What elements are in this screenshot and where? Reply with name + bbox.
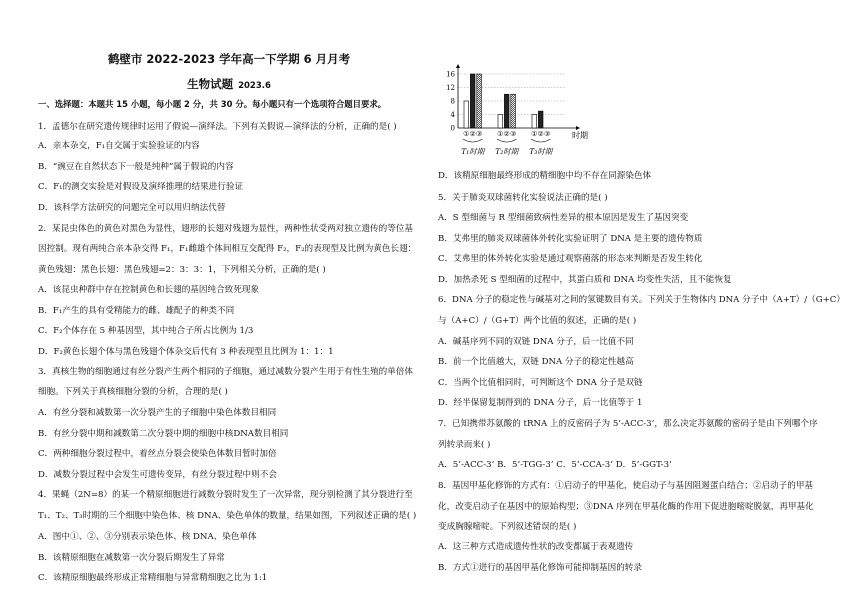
y-tick-label: 12: [446, 84, 455, 92]
left-text-line: C．两种细胞分裂过程中，着丝点分裂会使染色体数目暂时加倍: [38, 449, 277, 459]
exam-subtitle-row: [38, 76, 420, 92]
left-text-line: 一、选择题：本题共 15 小题，每小题 2 分，共 30 分。每小题只有一个选项符合题目要求。: [38, 99, 387, 109]
bar-marker-label: ①: [531, 130, 538, 138]
left-text-line: A．该昆虫种群中存在控制黄色和长翅的基因纯合致死现象: [38, 285, 260, 295]
right-text-line: D．经半保留复制得到的 DNA 分子，后一比值等于 1: [438, 398, 643, 408]
y-tick-label: 8: [450, 97, 455, 106]
bar-1: [532, 115, 537, 129]
bar-marker-label: ③: [543, 130, 551, 138]
right-text-line: 列转录而来( ): [438, 440, 491, 450]
left-text-line: 1．孟德尔在研究遗传规律时运用了假说—演绎法。下列有关假说—演绎法的分析，正确的是( ): [38, 122, 397, 132]
y-axis-arrow: [456, 64, 460, 68]
left-text-line: C．F₁的测交实验是对假设及演绎推理的结果进行验证: [38, 182, 244, 192]
right-text-line: 5．关于肺炎双球菌转化实验说法正确的是( ): [438, 193, 608, 203]
right-text-line: A．这三种方式造成遗传性状的改变都属于表观遗传: [438, 542, 634, 552]
right-text-line: 化，改变启动子在基因中的原始构型；③DNA 序列在甲基化酶的作用下促进胞嘧啶脱氨，再甲基化: [438, 502, 814, 512]
right-text-line: 8．基因甲基化修饰的方式有：①启动子的甲基化，使启动子与基因阻遏蛋白结合；②启动子的甲基: [438, 481, 814, 491]
right-text-line: A．碱基序列不同的双链 DNA 分子，后一比值不同: [438, 337, 634, 347]
exam-subtitle: 生物试题: [187, 77, 234, 91]
left-text-line: D．F₂黄色长翅个体与黑色残翅个体杂交后代有 3 种表现型且比例为 1：1：1: [38, 347, 334, 357]
period-label: T₁时期: [461, 147, 485, 156]
left-text-line: T₁、T₂、T₃时期的三个细胞中染色体、核 DNA、染色单体的数量，结果如图，下列叙述正确的是( ): [38, 511, 417, 521]
period-label: T₂时期: [495, 147, 519, 156]
right-text-line: A．S 型细菌与 R 型细菌致病性差异的根本原因是发生了基因突变: [438, 213, 689, 223]
left-text-line: 因控制。现有两纯合亲本杂交得 F₁，F₁雌雄个体间相互交配得 F₂，F₂的表现型及比例为黄色长翅：: [38, 244, 417, 254]
right-text-line: A．5’-ACC-3’ B．5’-TGG-3’ C．5’-CCA-3’ D．5’-GGT-3’: [438, 460, 672, 470]
right-text-line: 变成胸腺嘧啶。下列叙述错误的是( ): [438, 522, 577, 532]
right-text-line: 6．DNA 分子的稳定性与碱基对之间的氢键数目有关。下列关于生物体内 DNA 分子中（A+T）/（G+C）: [438, 295, 845, 305]
left-text-line: 黄色残翅：黑色长翅：黑色残翅=2：3：3：1，下列相关分析，正确的是( ): [38, 265, 326, 275]
bar-marker-label: ③: [475, 130, 483, 138]
bar-marker-label: ②: [503, 130, 510, 138]
left-text-line: B．有丝分裂中期和减数第二次分裂中期的细胞中核DNA数目相同: [38, 429, 289, 439]
y-tick-label: 16: [446, 70, 455, 79]
right-text-line: D．加热杀死 S 型细菌的过程中，其蛋白质和 DNA 均变性失活，且不能恢复: [438, 275, 732, 285]
bar-3: [511, 94, 516, 128]
left-text-line: A．有丝分裂和减数第一次分裂产生的子细胞中染色体数目相同: [38, 408, 277, 418]
period-bracket: [531, 139, 550, 142]
y-tick-label: 4: [450, 111, 455, 119]
right-text-line: D．该精原细胞最终形成的精细胞中均不存在同源染色体: [438, 171, 652, 181]
right-text-line: B．艾弗里的肺炎双球菌体外转化实验证明了 DNA 是主要的遗传物质: [438, 234, 703, 244]
exam-date: 2023.6: [238, 81, 271, 91]
bar-marker-label: ①: [497, 130, 504, 138]
period-bracket: [497, 139, 516, 142]
left-text-line: 4．果蝇（2N=8）的某一个精原细胞进行减数分裂时发生了一次异常，现分别检测了其分裂进行至: [38, 490, 413, 500]
bar-2: [470, 74, 475, 128]
left-text-line: D．减数分裂过程中会发生可遗传变异，有丝分裂过程中则不会: [38, 470, 277, 480]
left-text-line: 2．某昆虫体色的黄色对黑色为显性，翅形的长翅对残翅为显性，两种性状受两对独立遗传的等位基: [38, 224, 414, 234]
left-text-line: A．亲本杂交，F₁自交属于实验验证的内容: [38, 141, 200, 151]
y-tick-label: 0: [450, 124, 455, 133]
left-text-line: D．该科学方法研究的问题完全可以用归纳法代替: [38, 203, 226, 213]
left-text-line: B．“豌豆在自然状态下一般是纯种”属于假说的内容: [38, 162, 234, 172]
right-text-line: C．艾弗里的体外转化实验是通过观察菌落的形态来判断是否发生转化: [438, 254, 703, 264]
bar-marker-label: ①: [463, 130, 470, 138]
bar-marker-label: ③: [509, 130, 517, 138]
right-text-line: C．当两个比值相同时，可判断这个 DNA 分子是双链: [438, 378, 643, 388]
bar-chart-figure: [438, 64, 598, 172]
left-text-line: B．F₁产生的具有受精能力的雌、雄配子的种类不同: [38, 306, 235, 316]
right-text-line: B．方式①进行的基因甲基化修饰可能抑制基因的转录: [438, 563, 642, 573]
left-text-line: C．F₂个体存在 5 种基因型，其中纯合子所占比例为 1/3: [38, 326, 254, 336]
left-text-line: 3．真核生物的细胞通过有丝分裂产生两个相同的子细胞，通过减数分裂产生用于有性生殖的单倍体: [38, 367, 414, 377]
bar-1: [464, 101, 469, 128]
exam-title: 鹤壁市 2022-2023 学年高一下学期 6 月月考: [107, 52, 351, 66]
bar-marker-label: ②: [537, 130, 544, 138]
bar-1: [498, 115, 503, 129]
left-text-line: 细胞。下列关于真核细胞分裂的分析，合理的是( ): [38, 387, 228, 397]
x-axis-label: 时期: [572, 131, 588, 140]
bar-3: [477, 74, 482, 128]
right-text-line: 与（A+C）/（G+T）两个比值的叙述，正确的是( ): [438, 316, 637, 326]
left-text-line: A．图中①、②、③分别表示染色体、核 DNA、染色单体: [38, 532, 257, 542]
left-text-line: C．该精原细胞最终形成正常精细胞与异常精细胞之比为 1:1: [38, 573, 268, 583]
bar-2: [504, 94, 509, 128]
right-text-line: 7．已知携带苏氨酸的 tRNA 上的反密码子为 5’-ACC-3’，那么决定苏氨酸的密码子是由下列哪个序: [438, 419, 818, 429]
left-text-line: B．该精原细胞在减数第一次分裂后期发生了异常: [38, 553, 225, 563]
bar-2: [538, 111, 543, 128]
right-text-line: B．前一个比值越大，双链 DNA 分子的稳定性越高: [438, 357, 634, 367]
period-label: T₃时期: [529, 147, 553, 156]
x-axis-arrow: [576, 126, 580, 130]
bar-marker-label: ②: [469, 130, 476, 138]
period-bracket: [463, 139, 482, 142]
